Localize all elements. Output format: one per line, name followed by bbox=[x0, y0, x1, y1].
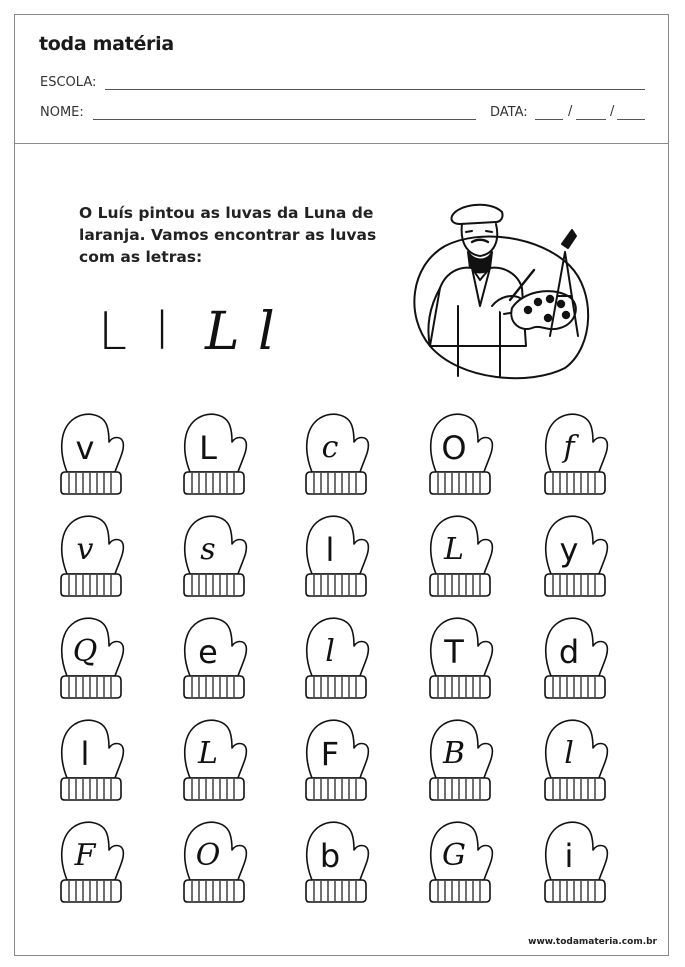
mitten[interactable] bbox=[541, 614, 613, 704]
mitten-letter: i bbox=[564, 837, 574, 875]
name-label: NOME: bbox=[40, 105, 84, 120]
mitten[interactable] bbox=[302, 818, 374, 908]
mitten-letter: L bbox=[444, 532, 464, 567]
mitten-letter: F bbox=[74, 838, 96, 873]
mitten[interactable] bbox=[57, 818, 129, 908]
mitten[interactable] bbox=[426, 818, 498, 908]
mitten-letter: e bbox=[198, 633, 218, 671]
mitten[interactable] bbox=[302, 410, 374, 500]
mitten[interactable] bbox=[426, 614, 498, 704]
mitten-letter: G bbox=[442, 838, 466, 873]
mitten[interactable] bbox=[302, 614, 374, 704]
mitten-letter: l bbox=[564, 736, 574, 771]
mitten-letter: s bbox=[200, 532, 216, 567]
mitten[interactable] bbox=[57, 410, 129, 500]
date-separator: / bbox=[568, 104, 573, 119]
mitten[interactable] bbox=[426, 410, 498, 500]
date-day-field[interactable] bbox=[535, 119, 563, 120]
date-year-field[interactable] bbox=[617, 119, 645, 120]
mitten-letter: c bbox=[321, 430, 339, 465]
mitten[interactable] bbox=[426, 716, 498, 806]
mitten[interactable] bbox=[426, 512, 498, 602]
target-letter: L bbox=[98, 302, 127, 362]
school-label: ESCOLA: bbox=[40, 75, 97, 90]
mitten-letter: d bbox=[558, 633, 580, 671]
name-field[interactable] bbox=[93, 119, 476, 120]
date-label: DATA: bbox=[490, 105, 528, 120]
mitten[interactable] bbox=[541, 716, 613, 806]
mitten-letter: O bbox=[441, 429, 467, 467]
mitten[interactable] bbox=[57, 614, 129, 704]
mitten-letter: B bbox=[442, 736, 466, 771]
mitten-letter: f bbox=[563, 430, 575, 465]
mitten-letter: y bbox=[559, 531, 579, 569]
header-divider bbox=[15, 143, 668, 144]
mitten-letter: l bbox=[80, 735, 90, 773]
mitten-letter: v bbox=[75, 429, 95, 467]
website-footer: www.todamateria.com.br bbox=[528, 937, 657, 947]
target-letter: l bbox=[155, 302, 170, 362]
target-letter: l bbox=[258, 302, 275, 362]
date-month-field[interactable] bbox=[576, 119, 606, 120]
mitten-letter: L bbox=[199, 429, 217, 467]
mitten-letter: v bbox=[76, 532, 94, 567]
painter-icon bbox=[400, 196, 600, 382]
mitten[interactable] bbox=[180, 512, 252, 602]
mitten-letter: b bbox=[319, 837, 341, 875]
logo: toda matéria bbox=[39, 33, 174, 55]
mitten[interactable] bbox=[541, 818, 613, 908]
date-separator: / bbox=[610, 104, 615, 119]
mitten-letter: O bbox=[195, 838, 221, 873]
mitten-letter: F bbox=[320, 735, 340, 773]
mitten[interactable] bbox=[541, 512, 613, 602]
mitten-letter: l bbox=[325, 634, 335, 669]
mitten-letter: T bbox=[444, 633, 464, 671]
mitten[interactable] bbox=[180, 614, 252, 704]
mitten-letter: l bbox=[325, 531, 335, 569]
mitten[interactable] bbox=[180, 818, 252, 908]
mitten[interactable] bbox=[180, 410, 252, 500]
mitten-letter: Q bbox=[72, 634, 98, 669]
mitten[interactable] bbox=[57, 716, 129, 806]
mitten[interactable] bbox=[541, 410, 613, 500]
school-field[interactable] bbox=[105, 89, 645, 90]
mitten[interactable] bbox=[302, 716, 374, 806]
mitten[interactable] bbox=[302, 512, 374, 602]
mitten[interactable] bbox=[180, 716, 252, 806]
target-letter: L bbox=[205, 302, 240, 362]
instruction-text: O Luís pintou as luvas da Luna de laranja. Vamos encontrar as luvas com as letras: bbox=[79, 204, 377, 266]
mitten-letter: L bbox=[198, 736, 218, 771]
mitten[interactable] bbox=[57, 512, 129, 602]
